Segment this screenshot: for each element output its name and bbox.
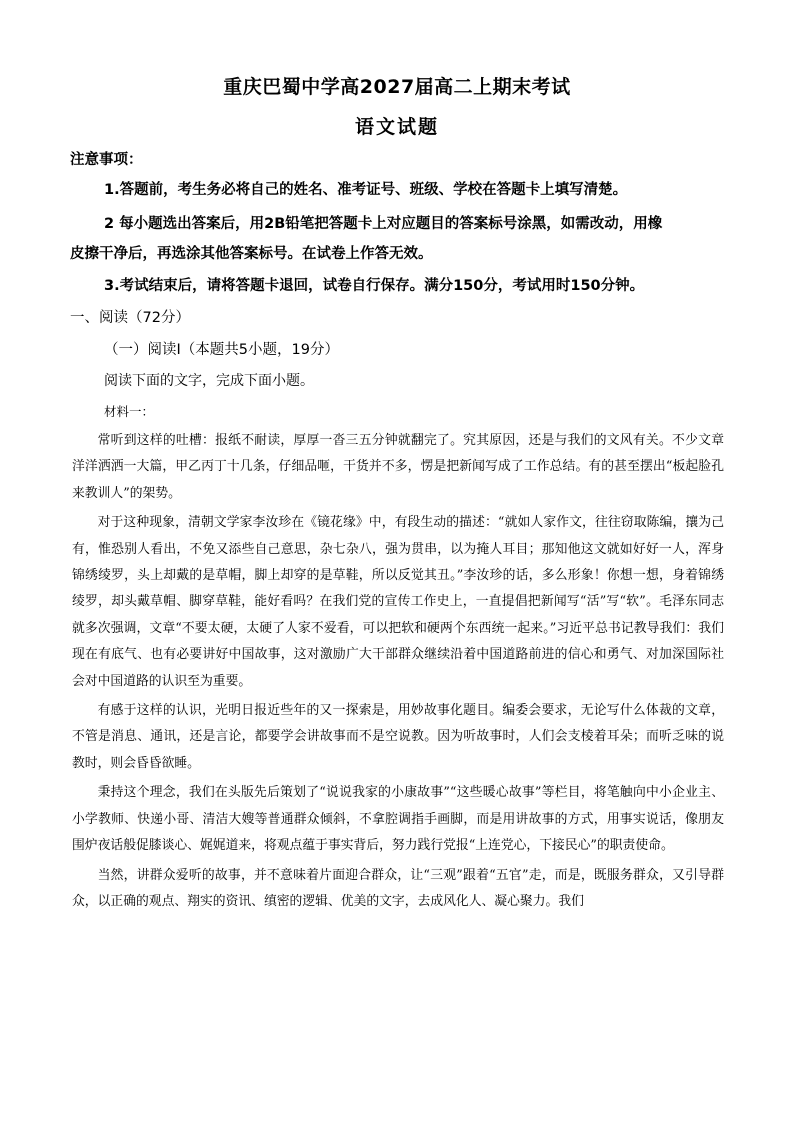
passage-paragraph: 有感于这样的认识，光明日报近些年的又一探索是，用妙故事化题目。编委会要求，无论写什么体裁的文章，不管是消息、通讯，还是言论，都要学会讲故事而不是空说教。因为听故事时，人们会支棱着耳朵；而听乏味的说教时，则会昏昏欲睡。 — [72, 703, 724, 771]
notice-heading: 注意事项： — [70, 152, 143, 168]
material-label: 材料一： — [104, 404, 155, 419]
notice-item-1: 1.答题前，考生务必将自己的姓名、准考证号、班级、学校在答题卡上填写清楚。 — [104, 182, 628, 198]
subsection-heading: （一）阅读Ⅰ（本题共5小题，19分） — [104, 342, 339, 358]
exam-title: 重庆巴蜀中学高2027届高二上期末考试 — [223, 76, 571, 98]
reading-instruction: 阅读下面的文字，完成下面小题。 — [104, 373, 314, 389]
passage-paragraph: 对于这种现象，清朝文学家李汝珍在《镜花缘》中，有段生动的描述：“就如人家作文，往往窃取陈编，攘为己有，惟恐别人看出，不免又添些自己意思，杂七杂八，强为贯串，以为掩人耳目；那知他这文就如好好一人，浑身锦绣绫罗，头上却戴的是草帽，脚上却穿的是草鞋，所以反觉其丑。”李汝珍的话，多么形象！你想一想，身着锦绣绫罗，却头戴草帽、脚穿草鞋，能好看吗？在我们党的宣传工作史上，一直提倡把新闻写“活”写“软”。毛泽东同志就多次强调，文章“不要太硬，太硬了人家不爱看，可以把软和硬两个东西统一起来。”习近平总书记教导我们：我们现在有底气、也有必要讲好中国故事，这对激励广大干部群众继续沿着中国道路前进的信心和勇气、对加深国际社会对中国道路的认识至为重要。 — [72, 515, 724, 689]
passage-paragraph: 当然，讲群众爱听的故事，并不意味着片面迎合群众，让“三观”跟着“五官”走，而是，既服务群众，又引导群众，以正确的观点、翔实的资讯、缜密的逻辑、优美的文字，去成风化人、凝心聚力。我们 — [72, 867, 724, 909]
section-heading: 一、阅读（72分） — [70, 310, 190, 326]
passage-paragraph: 秉持这个理念，我们在头版先后策划了“说说我家的小康故事”“这些暖心故事”等栏目，将笔触向中小企业主、小学教师、快递小哥、清洁大嫂等普通群众倾斜，不拿腔调指手画脚，而是用讲故事的方式，用事实说话，像朋友围炉夜话般促膝谈心、娓娓道来，将观点蕴于事实背后，努力践行党报“上连党心，下接民心”的职责使命。 — [72, 785, 724, 854]
notice-item-3: 3.考试结束后，请将答题卡退回，试卷自行保存。满分150分，考试用时150分钟。 — [104, 278, 645, 294]
reading-passage — [72, 428, 724, 915]
passage-paragraph: 常听到这样的吐槽：报纸不耐读，厚厚一沓三五分钟就翻完了。究其原因，还是与我们的文风有关。不少文章洋洋洒洒一大篇，甲乙丙丁十几条，仔细品咂，干货并不多，愣是把新闻写成了工作总结。有的甚至摆出“板起脸孔来教训人”的架势。 — [72, 433, 724, 501]
notice-item-2-line-1: 2 每小题选出答案后，用2B铅笔把答题卡上对应题目的答案标号涂黑，如需改动，用橡 — [104, 216, 663, 232]
exam-subtitle: 语文试题 — [354, 116, 439, 138]
notice-item-2-line-2: 皮擦干净后，再选涂其他答案标号。在试卷上作答无效。 — [70, 246, 433, 262]
